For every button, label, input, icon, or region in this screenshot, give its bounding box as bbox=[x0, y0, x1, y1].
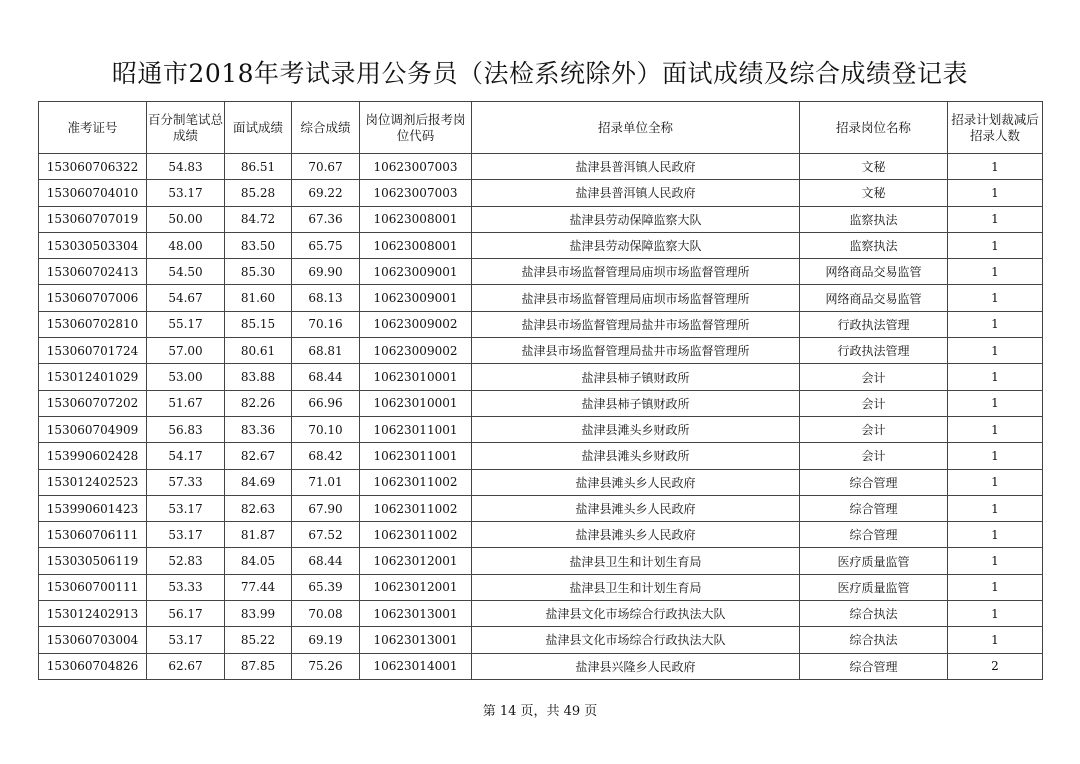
interview-score-cell: 85.28 bbox=[225, 180, 292, 206]
interview-score-cell: 86.51 bbox=[225, 154, 292, 180]
interview-score-cell: 84.05 bbox=[225, 548, 292, 574]
position-name-cell: 文秘 bbox=[800, 180, 948, 206]
interview-score-cell: 82.63 bbox=[225, 495, 292, 521]
table-row bbox=[39, 338, 1043, 364]
written-score-cell: 53.00 bbox=[147, 364, 225, 390]
exam-id-cell: 153060701724 bbox=[39, 338, 147, 364]
table-row bbox=[39, 180, 1043, 206]
position-code-cell: 10623007003 bbox=[360, 154, 472, 180]
employer-cell: 盐津县文化市场综合行政执法大队 bbox=[472, 601, 800, 627]
interview-score-cell: 77.44 bbox=[225, 574, 292, 600]
position-code-cell: 10623008001 bbox=[360, 206, 472, 232]
hire-count-cell: 1 bbox=[948, 180, 1043, 206]
employer-cell: 盐津县市场监督管理局庙坝市场监督管理所 bbox=[472, 259, 800, 285]
interview-score-cell: 82.67 bbox=[225, 443, 292, 469]
exam-id-cell: 153990601423 bbox=[39, 495, 147, 521]
total-score-cell: 68.42 bbox=[292, 443, 360, 469]
column-header-employer: 招录单位全称 bbox=[472, 102, 800, 154]
table-row bbox=[39, 443, 1043, 469]
exam-id-cell: 153060704909 bbox=[39, 416, 147, 442]
written-score-cell: 50.00 bbox=[147, 206, 225, 232]
total-score-cell: 67.90 bbox=[292, 495, 360, 521]
table-row bbox=[39, 259, 1043, 285]
position-name-cell: 医疗质量监管 bbox=[800, 574, 948, 600]
employer-cell: 盐津县卫生和计划生育局 bbox=[472, 548, 800, 574]
employer-cell: 盐津县滩头乡财政所 bbox=[472, 416, 800, 442]
position-code-cell: 10623011002 bbox=[360, 522, 472, 548]
position-name-cell: 监察执法 bbox=[800, 232, 948, 258]
position-name-cell: 综合管理 bbox=[800, 653, 948, 679]
hire-count-cell: 1 bbox=[948, 416, 1043, 442]
position-name-cell: 会计 bbox=[800, 390, 948, 416]
table-row bbox=[39, 653, 1043, 679]
hire-count-cell: 1 bbox=[948, 601, 1043, 627]
position-code-cell: 10623009001 bbox=[360, 285, 472, 311]
interview-score-cell: 85.15 bbox=[225, 311, 292, 337]
interview-score-cell: 82.26 bbox=[225, 390, 292, 416]
table-row bbox=[39, 416, 1043, 442]
interview-score-cell: 83.36 bbox=[225, 416, 292, 442]
exam-id-cell: 153060703004 bbox=[39, 627, 147, 653]
position-name-cell: 文秘 bbox=[800, 154, 948, 180]
page-footer: 第 14 页，共 49 页 bbox=[482, 704, 598, 719]
written-score-cell: 62.67 bbox=[147, 653, 225, 679]
total-score-cell: 65.39 bbox=[292, 574, 360, 600]
interview-score-cell: 85.22 bbox=[225, 627, 292, 653]
total-score-cell: 75.26 bbox=[292, 653, 360, 679]
total-score-cell: 70.08 bbox=[292, 601, 360, 627]
employer-cell: 盐津县柿子镇财政所 bbox=[472, 390, 800, 416]
written-score-cell: 54.67 bbox=[147, 285, 225, 311]
employer-cell: 盐津县卫生和计划生育局 bbox=[472, 574, 800, 600]
hire-count-cell: 1 bbox=[948, 154, 1043, 180]
exam-id-cell: 153060706111 bbox=[39, 522, 147, 548]
scores-table bbox=[38, 101, 1043, 680]
total-score-cell: 68.81 bbox=[292, 338, 360, 364]
interview-score-cell: 84.72 bbox=[225, 206, 292, 232]
written-score-cell: 57.00 bbox=[147, 338, 225, 364]
position-code-cell: 10623008001 bbox=[360, 232, 472, 258]
position-code-cell: 10623009002 bbox=[360, 338, 472, 364]
position-name-cell: 网络商品交易监管 bbox=[800, 285, 948, 311]
position-name-cell: 会计 bbox=[800, 416, 948, 442]
written-score-cell: 53.17 bbox=[147, 627, 225, 653]
exam-id-cell: 153030506119 bbox=[39, 548, 147, 574]
total-score-cell: 69.19 bbox=[292, 627, 360, 653]
table-row bbox=[39, 522, 1043, 548]
table-row bbox=[39, 495, 1043, 521]
position-name-cell: 综合管理 bbox=[800, 469, 948, 495]
employer-cell: 盐津县文化市场综合行政执法大队 bbox=[472, 627, 800, 653]
hire-count-cell: 1 bbox=[948, 522, 1043, 548]
hire-count-cell: 1 bbox=[948, 338, 1043, 364]
table-row bbox=[39, 627, 1043, 653]
exam-id-cell: 153012402913 bbox=[39, 601, 147, 627]
table-row bbox=[39, 469, 1043, 495]
interview-score-cell: 81.60 bbox=[225, 285, 292, 311]
position-name-cell: 行政执法管理 bbox=[800, 338, 948, 364]
total-score-cell: 71.01 bbox=[292, 469, 360, 495]
table-row bbox=[39, 601, 1043, 627]
employer-cell: 盐津县滩头乡人民政府 bbox=[472, 522, 800, 548]
employer-cell: 盐津县柿子镇财政所 bbox=[472, 364, 800, 390]
exam-id-cell: 153060706322 bbox=[39, 154, 147, 180]
position-name-cell: 会计 bbox=[800, 364, 948, 390]
written-score-cell: 51.67 bbox=[147, 390, 225, 416]
written-score-cell: 55.17 bbox=[147, 311, 225, 337]
total-score-cell: 67.52 bbox=[292, 522, 360, 548]
column-header-total-score: 综合成绩 bbox=[292, 102, 360, 154]
position-code-cell: 10623013001 bbox=[360, 601, 472, 627]
interview-score-cell: 80.61 bbox=[225, 338, 292, 364]
position-name-cell: 综合管理 bbox=[800, 495, 948, 521]
column-header-hire-count: 招录计划裁减后招录人数 bbox=[948, 102, 1043, 154]
position-name-cell: 综合执法 bbox=[800, 601, 948, 627]
exam-id-cell: 153060700111 bbox=[39, 574, 147, 600]
exam-id-cell: 153990602428 bbox=[39, 443, 147, 469]
hire-count-cell: 1 bbox=[948, 574, 1043, 600]
interview-score-cell: 83.99 bbox=[225, 601, 292, 627]
position-code-cell: 10623010001 bbox=[360, 390, 472, 416]
hire-count-cell: 1 bbox=[948, 259, 1043, 285]
employer-cell: 盐津县劳动保障监察大队 bbox=[472, 206, 800, 232]
position-code-cell: 10623011001 bbox=[360, 443, 472, 469]
column-header-position-code: 岗位调剂后报考岗位代码 bbox=[360, 102, 472, 154]
table-header-row bbox=[39, 102, 1043, 154]
column-header-written-score: 百分制笔试总成绩 bbox=[147, 102, 225, 154]
employer-cell: 盐津县市场监督管理局盐井市场监督管理所 bbox=[472, 338, 800, 364]
position-code-cell: 10623011001 bbox=[360, 416, 472, 442]
hire-count-cell: 1 bbox=[948, 548, 1043, 574]
position-name-cell: 网络商品交易监管 bbox=[800, 259, 948, 285]
position-code-cell: 10623013001 bbox=[360, 627, 472, 653]
written-score-cell: 54.83 bbox=[147, 154, 225, 180]
position-name-cell: 会计 bbox=[800, 443, 948, 469]
document-title: 昭通市2018年考试录用公务员（法检系统除外）面试成绩及综合成绩登记表 bbox=[111, 59, 969, 88]
interview-score-cell: 81.87 bbox=[225, 522, 292, 548]
position-name-cell: 综合管理 bbox=[800, 522, 948, 548]
hire-count-cell: 1 bbox=[948, 364, 1043, 390]
total-score-cell: 70.67 bbox=[292, 154, 360, 180]
employer-cell: 盐津县劳动保障监察大队 bbox=[472, 232, 800, 258]
employer-cell: 盐津县普洱镇人民政府 bbox=[472, 154, 800, 180]
table-row bbox=[39, 548, 1043, 574]
table-row bbox=[39, 311, 1043, 337]
position-code-cell: 10623009002 bbox=[360, 311, 472, 337]
position-code-cell: 10623012001 bbox=[360, 574, 472, 600]
position-name-cell: 行政执法管理 bbox=[800, 311, 948, 337]
hire-count-cell: 1 bbox=[948, 627, 1043, 653]
total-score-cell: 67.36 bbox=[292, 206, 360, 232]
table-row bbox=[39, 285, 1043, 311]
interview-score-cell: 83.50 bbox=[225, 232, 292, 258]
interview-score-cell: 83.88 bbox=[225, 364, 292, 390]
position-code-cell: 10623009001 bbox=[360, 259, 472, 285]
hire-count-cell: 1 bbox=[948, 443, 1043, 469]
employer-cell: 盐津县滩头乡人民政府 bbox=[472, 495, 800, 521]
hire-count-cell: 1 bbox=[948, 469, 1043, 495]
written-score-cell: 54.50 bbox=[147, 259, 225, 285]
table-row bbox=[39, 206, 1043, 232]
exam-id-cell: 153012402523 bbox=[39, 469, 147, 495]
position-name-cell: 综合执法 bbox=[800, 627, 948, 653]
column-header-exam-id: 准考证号 bbox=[39, 102, 147, 154]
total-score-cell: 65.75 bbox=[292, 232, 360, 258]
exam-id-cell: 153060702413 bbox=[39, 259, 147, 285]
position-code-cell: 10623007003 bbox=[360, 180, 472, 206]
table-body bbox=[39, 154, 1043, 680]
table-row bbox=[39, 364, 1043, 390]
employer-cell: 盐津县滩头乡人民政府 bbox=[472, 469, 800, 495]
employer-cell: 盐津县滩头乡财政所 bbox=[472, 443, 800, 469]
position-code-cell: 10623012001 bbox=[360, 548, 472, 574]
exam-id-cell: 153030503304 bbox=[39, 232, 147, 258]
table-row bbox=[39, 574, 1043, 600]
employer-cell: 盐津县兴隆乡人民政府 bbox=[472, 653, 800, 679]
hire-count-cell: 1 bbox=[948, 311, 1043, 337]
exam-id-cell: 153060707202 bbox=[39, 390, 147, 416]
total-score-cell: 68.13 bbox=[292, 285, 360, 311]
written-score-cell: 54.17 bbox=[147, 443, 225, 469]
hire-count-cell: 1 bbox=[948, 232, 1043, 258]
interview-score-cell: 84.69 bbox=[225, 469, 292, 495]
total-score-cell: 68.44 bbox=[292, 548, 360, 574]
total-score-cell: 68.44 bbox=[292, 364, 360, 390]
total-score-cell: 69.22 bbox=[292, 180, 360, 206]
total-score-cell: 66.96 bbox=[292, 390, 360, 416]
column-header-position-name: 招录岗位名称 bbox=[800, 102, 948, 154]
interview-score-cell: 85.30 bbox=[225, 259, 292, 285]
position-name-cell: 监察执法 bbox=[800, 206, 948, 232]
written-score-cell: 56.83 bbox=[147, 416, 225, 442]
written-score-cell: 48.00 bbox=[147, 232, 225, 258]
total-score-cell: 69.90 bbox=[292, 259, 360, 285]
employer-cell: 盐津县普洱镇人民政府 bbox=[472, 180, 800, 206]
employer-cell: 盐津县市场监督管理局盐井市场监督管理所 bbox=[472, 311, 800, 337]
position-code-cell: 10623014001 bbox=[360, 653, 472, 679]
exam-id-cell: 153060707006 bbox=[39, 285, 147, 311]
position-code-cell: 10623011002 bbox=[360, 495, 472, 521]
position-name-cell: 医疗质量监管 bbox=[800, 548, 948, 574]
written-score-cell: 53.33 bbox=[147, 574, 225, 600]
column-header-interview-score: 面试成绩 bbox=[225, 102, 292, 154]
position-code-cell: 10623010001 bbox=[360, 364, 472, 390]
total-score-cell: 70.16 bbox=[292, 311, 360, 337]
employer-cell: 盐津县市场监督管理局庙坝市场监督管理所 bbox=[472, 285, 800, 311]
hire-count-cell: 1 bbox=[948, 390, 1043, 416]
exam-id-cell: 153060704010 bbox=[39, 180, 147, 206]
written-score-cell: 53.17 bbox=[147, 495, 225, 521]
interview-score-cell: 87.85 bbox=[225, 653, 292, 679]
written-score-cell: 53.17 bbox=[147, 522, 225, 548]
total-score-cell: 70.10 bbox=[292, 416, 360, 442]
written-score-cell: 52.83 bbox=[147, 548, 225, 574]
exam-id-cell: 153060707019 bbox=[39, 206, 147, 232]
hire-count-cell: 1 bbox=[948, 495, 1043, 521]
table-row bbox=[39, 232, 1043, 258]
written-score-cell: 56.17 bbox=[147, 601, 225, 627]
exam-id-cell: 153060702810 bbox=[39, 311, 147, 337]
written-score-cell: 53.17 bbox=[147, 180, 225, 206]
position-code-cell: 10623011002 bbox=[360, 469, 472, 495]
exam-id-cell: 153012401029 bbox=[39, 364, 147, 390]
written-score-cell: 57.33 bbox=[147, 469, 225, 495]
exam-id-cell: 153060704826 bbox=[39, 653, 147, 679]
hire-count-cell: 2 bbox=[948, 653, 1043, 679]
hire-count-cell: 1 bbox=[948, 285, 1043, 311]
table-row bbox=[39, 390, 1043, 416]
table-row bbox=[39, 154, 1043, 180]
hire-count-cell: 1 bbox=[948, 206, 1043, 232]
